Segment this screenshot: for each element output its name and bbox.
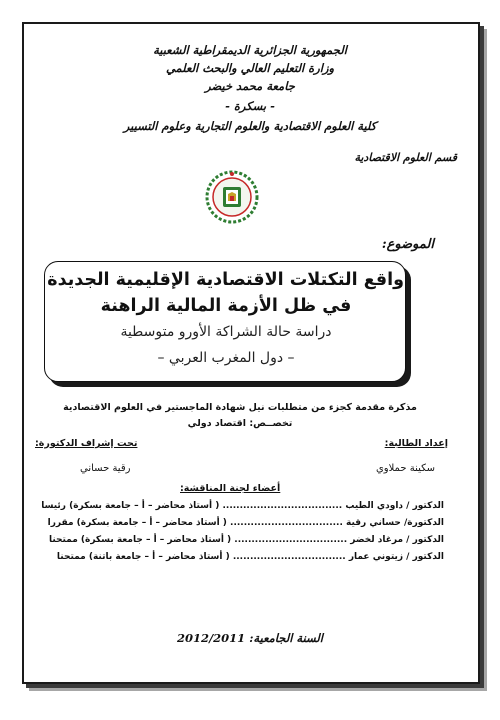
committee-member-role: ( أستاذ محاضر – أ – جامعة بسكرة) رئيسا — [41, 501, 220, 511]
student-name: سكينة حملاوي — [375, 463, 435, 474]
thesis-subtitle-line-2: – دول المغرب العربي – — [157, 350, 295, 366]
committee-member-role: ( أستاذ محاضر – أ – جامعة باتنة) ممتحنا — [56, 552, 230, 562]
leader-dots: ................................. — [234, 535, 348, 545]
committee-member-name: الدكتورة/ حساني رقية — [346, 518, 444, 528]
committee-member-name: الدكتور / مرغاد لخضر — [350, 535, 444, 545]
thesis-title-line-2: في ظل الأزمة المالية الراهنة — [100, 296, 352, 316]
city-name: - بسكرة - — [225, 99, 275, 113]
committee-row — [40, 534, 444, 546]
committee-row — [40, 517, 444, 529]
thesis-title-line-1: واقع التكتلات الاقتصادية الإقليمية الجديدة — [47, 270, 404, 290]
committee-row — [40, 500, 444, 512]
supervisor-name: رقية حساني — [80, 463, 131, 474]
memo-specialty: تخصــص: اقتصاد دولي — [187, 418, 293, 429]
student-label: إعداد الطالبة: — [384, 438, 448, 449]
department-name: قسم العلوم الاقتصادية — [354, 151, 457, 164]
committee-member-role: ( أستاذ محاضر – أ – جامعة بسكرة) ممتحنا — [48, 535, 232, 545]
memo-purpose: مذكرة مقدمة كجزء من متطلبات نيل شهادة الماجستير في العلوم الاقتصادية — [63, 402, 417, 413]
committee-member-role: ( أستاذ محاضر – أ – جامعة بسكرة) مقررا — [47, 518, 227, 528]
committee-member-name: الدكتور / زيتوني عمار — [348, 552, 444, 562]
leader-dots: ................................. — [232, 552, 346, 562]
supervisor-label: تحت إشراف الدكتورة: — [35, 438, 138, 449]
ministry-name: وزارة التعليم العالي والبحث العلمي — [165, 61, 335, 75]
university-name: جامعة محمد خيضر — [205, 79, 295, 93]
faculty-name: كلية العلوم الاقتصادية والعلوم التجارية وعلوم التسيير — [123, 119, 377, 133]
thesis-subtitle-line-1: دراسة حالة الشراكة الأورو متوسطية — [120, 324, 332, 340]
subject-label: الموضوع: — [381, 237, 434, 252]
leader-dots: ................................. — [230, 518, 343, 528]
academic-year: السنة الجامعية: 2012/2011 — [176, 631, 324, 645]
committee-member-name: الدكتور / داودي الطيب — [345, 501, 444, 511]
republic-name: الجمهورية الجزائرية الديمقراطية الشعبية — [153, 43, 347, 57]
university-seal-icon — [205, 168, 259, 226]
committee-label: أعضاء لجنة المناقشة: — [180, 483, 281, 494]
committee-row — [40, 551, 444, 563]
leader-dots: ................................... — [222, 501, 343, 511]
